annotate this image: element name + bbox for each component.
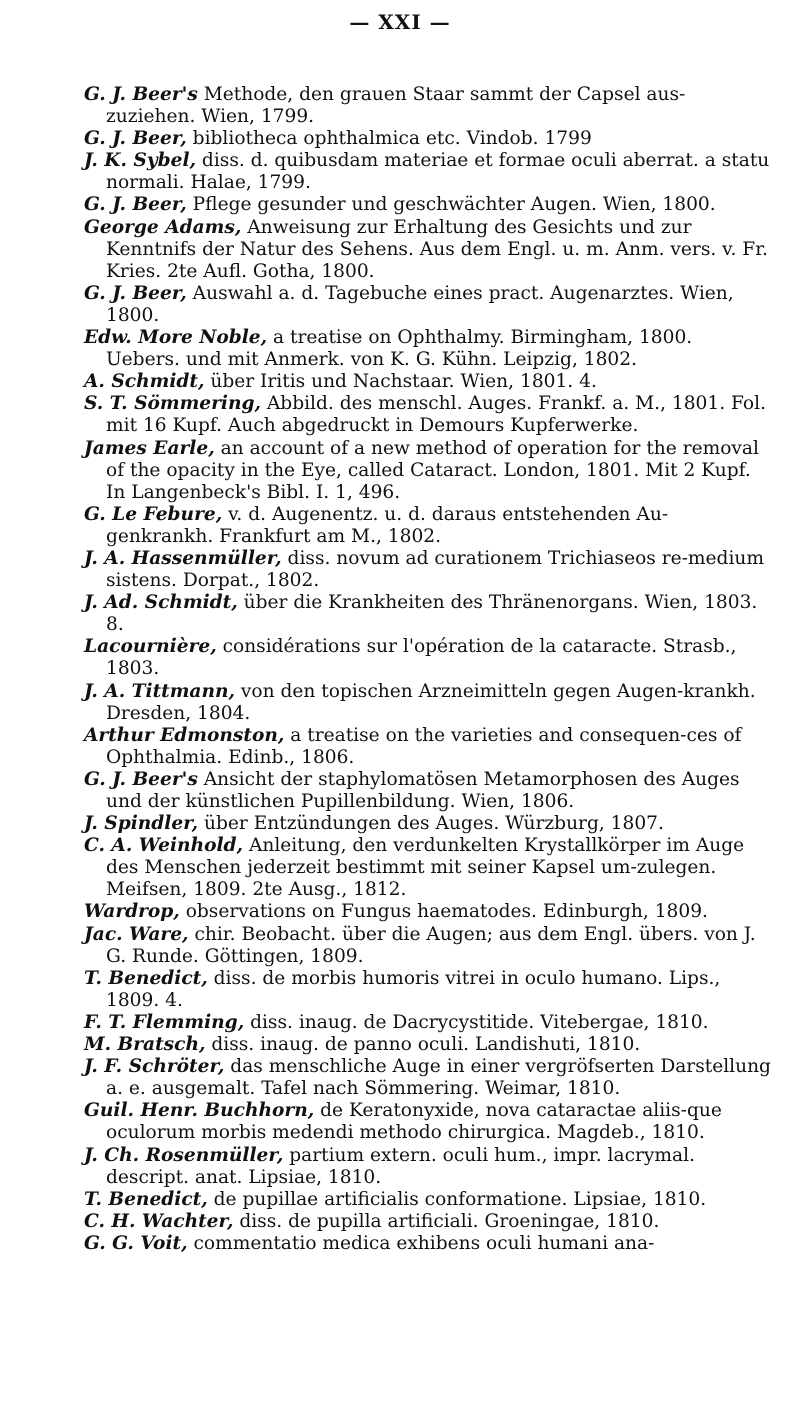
entry-author: James Earle,	[84, 437, 215, 459]
bibliography-entry	[84, 150, 772, 194]
entry-author: J. F. Schröter,	[84, 1056, 225, 1078]
entry-text: considérations sur l'opération de la cataracte. Strasb., 1803.	[106, 636, 737, 680]
entry-text: diss. d. quibusdam materiae et formae oculi aberrat. a statu normali. Halae, 1799.	[106, 150, 770, 194]
entry-author: Jac. Ware,	[84, 923, 189, 945]
bibliography-entry	[84, 504, 772, 548]
entry-text: de pupillae artificialis conformatione. Lipsiae, 1810.	[207, 1188, 707, 1210]
bibliography-entry	[84, 371, 772, 393]
page-number-header: — XXI —	[349, 10, 451, 34]
entry-author: George Adams,	[84, 216, 242, 238]
entry-author: G. J. Beer,	[84, 194, 187, 216]
entry-text: a treatise on the varieties and consequen-ces of Ophthalmia. Edinb., 1806.	[106, 724, 742, 768]
bibliography-entry	[84, 548, 772, 592]
entry-author: Lacournière,	[84, 636, 217, 658]
bibliography-entry	[84, 968, 772, 1012]
bibliography-entry	[84, 194, 772, 216]
entry-text: diss. de morbis humoris vitrei in oculo humano. Lips., 1809. 4.	[106, 967, 721, 1011]
entry-text: partium extern. oculi hum., impr. lacrymal. descript. anat. Lipsiae, 1810.	[106, 1144, 695, 1188]
entry-author: G. Le Febure,	[84, 503, 223, 525]
entry-text: über Entzündungen des Auges. Würzburg, 1807.	[198, 813, 664, 835]
entry-text: Ansicht der staphylomatösen Metamorphosen des Auges und der künstlichen Pupillenbildung. Wien, 1806.	[106, 768, 740, 812]
bibliography-entry	[84, 393, 772, 437]
entry-author: J. A. Tittmann,	[84, 680, 235, 702]
entry-text: über Iritis und Nachstaar. Wien, 1801. 4.	[204, 371, 597, 393]
bibliography-entry	[84, 769, 772, 813]
entry-text: Abbild. des menschl. Auges. Frankf. a. M., 1801. Fol. mit 16 Kupf. Auch abgedruckt in Demours Kupferwerke.	[106, 393, 766, 437]
bibliography-entry	[84, 1211, 772, 1233]
bibliography-entry	[84, 681, 772, 725]
bibliography-entry	[84, 901, 772, 923]
entry-text: diss. de pupilla artificiali. Groeningae, 1810.	[233, 1210, 660, 1232]
entry-author: C. H. Wachter,	[84, 1210, 234, 1232]
bibliography-entry	[84, 813, 772, 835]
bibliography-entry	[84, 128, 772, 150]
entry-author: Edw. More Noble,	[84, 327, 268, 349]
bibliography-entry	[84, 283, 772, 327]
entry-text: diss. inaug. de panno oculi. Landishuti, 1810.	[205, 1034, 641, 1056]
entry-author: T. Benedict,	[84, 1188, 208, 1210]
bibliography-entry	[84, 1189, 772, 1211]
entry-text: commentatio medica exhibens oculi humani ana-	[187, 1232, 655, 1254]
entry-author: J. Spindler,	[84, 813, 199, 835]
entry-text: Anweisung zur Erhaltung des Gesichts und zur Kenntnifs der Natur des Sehens. Aus dem Engl. u. m. Anm. vers. v. Fr. Kries. 2te Aufl. Gotha, 1800.	[106, 216, 768, 282]
entry-text: das menschliche Auge in einer vergröfserten Darstellung a. e. ausgemalt. Tafel nach Sömmering. Weimar, 1810.	[106, 1056, 771, 1100]
entry-author: S. T. Sömmering,	[84, 393, 261, 415]
bibliography-entry	[84, 725, 772, 769]
bibliography-entry	[84, 592, 772, 636]
bibliography-entry	[84, 924, 772, 968]
entry-author: J. A. Hassenmüller,	[84, 547, 282, 569]
entry-text: a treatise on Ophthalmy. Birmingham, 1800. Uebers. und mit Anmerk. von K. G. Kühn. Leipzig, 1802.	[106, 327, 693, 371]
entry-author: T. Benedict,	[84, 967, 208, 989]
entry-author: G. G. Voit,	[84, 1232, 188, 1254]
entry-text: Methode, den grauen Staar sammt der Capsel aus-zuziehen. Wien, 1799.	[106, 84, 686, 128]
bibliography-entry	[84, 1145, 772, 1189]
bibliography-entry	[84, 636, 772, 680]
entry-text: diss. inaug. de Dacrycystitide. Vitebergae, 1810.	[244, 1011, 709, 1033]
entry-author: M. Bratsch,	[84, 1034, 206, 1056]
bibliography-entry	[84, 1034, 772, 1056]
entry-text: observations on Fungus haematodes. Edinburgh, 1809.	[179, 901, 708, 923]
entry-text: chir. Beobacht. über die Augen; aus dem Engl. übers. von J. G. Runde. Göttingen, 1809.	[106, 923, 756, 967]
entry-author: G. J. Beer's	[84, 84, 198, 105]
entry-author: J. K. Sybel,	[84, 150, 197, 172]
entry-text: bibliotheca ophthalmica etc. Vindob. 1799	[186, 128, 592, 150]
entry-author: C. A. Weinhold,	[84, 835, 244, 857]
entry-author: F. T. Flemming,	[84, 1011, 245, 1033]
entry-text: von den topischen Arzneimitteln gegen Augen-krankh. Dresden, 1804.	[106, 680, 756, 724]
entry-author: J. Ch. Rosenmüller,	[84, 1144, 284, 1166]
entry-author: G. J. Beer,	[84, 282, 187, 304]
bibliography-entry	[84, 1233, 772, 1255]
bibliography-entry	[84, 84, 772, 128]
entry-text: v. d. Augenentz. u. d. daraus entstehenden Au-genkrankh. Frankfurt am M., 1802.	[106, 503, 669, 547]
bibliography-entry	[84, 1012, 772, 1034]
entry-text: diss. novum ad curationem Trichiaseos re-medium sistens. Dorpat., 1802.	[106, 547, 765, 592]
bibliography-entry	[84, 327, 772, 371]
entry-author: G. J. Beer,	[84, 128, 187, 150]
entry-text: Anleitung, den verdunkelten Krystallkörper im Auge des Menschen jederzeit bestimmt mit seiner Kapsel um-zulegen. Meifsen, 1809. 2te Ausg., 1812.	[106, 835, 745, 901]
bibliography-entry	[84, 1100, 772, 1144]
entry-author: A. Schmidt,	[84, 371, 205, 393]
entry-author: Wardrop,	[84, 901, 180, 923]
entry-text: Pflege gesunder und geschwächter Augen. Wien, 1800.	[186, 194, 716, 216]
entry-text: de Keratonyxide, nova cataractae aliis-que oculorum morbis medendi methodo chirurgica. Magdeb., 1810.	[106, 1100, 722, 1144]
bibliography-list	[84, 84, 772, 1255]
entry-author: Guil. Henr. Buchhorn,	[84, 1100, 315, 1122]
entry-author: Arthur Edmonston,	[84, 724, 285, 746]
entry-text: Auswahl a. d. Tagebuche eines pract. Augenarztes. Wien, 1800.	[106, 282, 734, 326]
bibliography-entry	[84, 835, 772, 901]
entry-text: an account of a new method of operation for the removal of the opacity in the Eye, called Cataract. London, 1801. Mit 2 Kupf. In Langenbeck's Bibl. I. 1, 496.	[106, 437, 759, 503]
entry-text: über die Krankheiten des Thränenorgans. Wien, 1803. 8.	[106, 592, 758, 636]
bibliography-entry	[84, 438, 772, 504]
entry-author: G. J. Beer's	[84, 768, 198, 790]
bibliography-entry	[84, 217, 772, 283]
entry-author: J. Ad. Schmidt,	[84, 592, 238, 614]
bibliography-entry	[84, 1056, 772, 1100]
